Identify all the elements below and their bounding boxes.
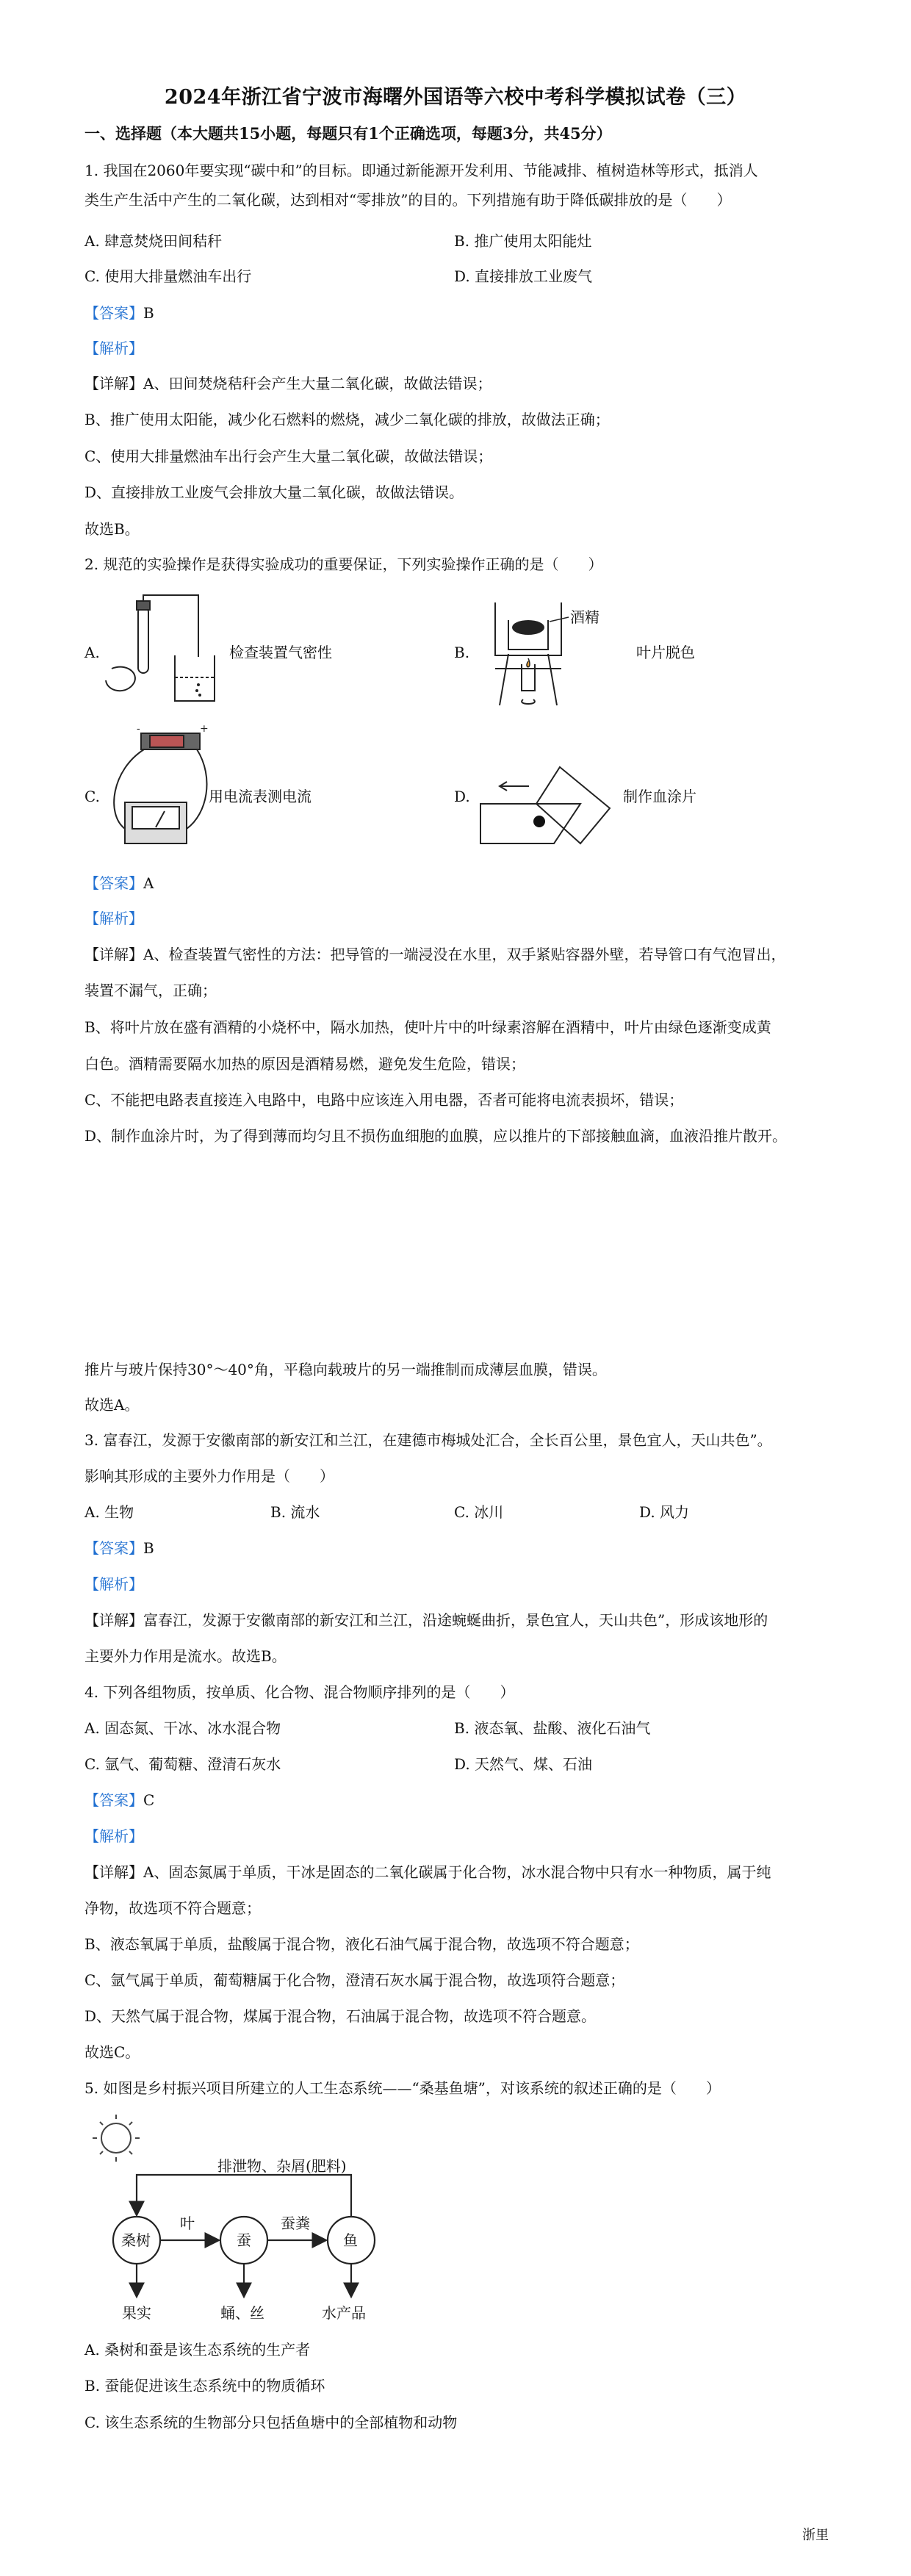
q5-edge-leaf: 叶: [180, 2215, 195, 2232]
q2-analysis-tag: 【解析】: [84, 910, 143, 927]
q2-detail-2: 装置不漏气，正确；: [84, 982, 217, 999]
q5-feedback-label: 排泄物、杂屑(肥料): [217, 2157, 347, 2175]
q2-option-a-label: 检查装置气密性: [229, 644, 332, 661]
q5-output-aquatic: 水产品: [322, 2304, 366, 2322]
q2-answer-tag: 【答案】: [84, 874, 143, 892]
q2-detail-7: 推片与玻片保持30°～40°角，平稳向载玻片的另一端推制而成薄层血膜，错误。: [84, 1361, 607, 1378]
q1-detail-4: D、直接排放工业废气会排放大量二氧化碳，故做法错误。: [84, 483, 464, 501]
q2-option-d-label: 制作血涂片: [623, 788, 696, 805]
q2-option-b-label: 叶片脱色: [636, 644, 695, 661]
q2-option-a-figure-airtightness: [104, 592, 229, 708]
q1-detail-2: B、推广使用太阳能，减少化石燃料的燃烧，减少二氧化碳的排放，故做法正确；: [84, 411, 610, 428]
q3-answer-value: B: [143, 1539, 154, 1557]
q4-option-a: A. 固态氮、干冰、冰水混合物: [84, 1719, 281, 1737]
q2-option-c-figure-ammeter: [104, 723, 215, 851]
q1-analysis-tag: 【解析】: [84, 339, 143, 357]
q2-conclusion: 故选A。: [84, 1396, 140, 1414]
q4-answer: [84, 1790, 154, 1810]
q5-node-mulberry: 桑树: [121, 2231, 151, 2249]
q1-option-c: C. 使用大排量燃油车出行: [84, 267, 252, 285]
q1-answer: [84, 303, 154, 323]
q2-detail-1: 【详解】A、检查装置气密性的方法：把导管的一端浸没在水里，双手紧贴容器外壁，若导管口有气泡冒出，: [84, 946, 786, 963]
q2-detail-3: B、将叶片放在盛有酒精的小烧杯中，隔水加热，使叶片中的叶绿素溶解在酒精中，叶片由绿色逐渐变成黄: [84, 1018, 771, 1036]
q3-answer: [84, 1538, 154, 1558]
q4-detail-5: D、天然气属于混合物，煤属于混合物，石油属于混合物，故选项不符合题意。: [84, 2007, 597, 2025]
q1-option-d: D. 直接排放工业废气: [454, 267, 593, 285]
q2-option-c-letter: C.: [84, 788, 100, 805]
q4-option-b: B. 液态氧、盐酸、液化石油气: [454, 1719, 651, 1737]
q5-node-silkworm: 蚕: [237, 2231, 251, 2249]
q2-option-a-letter: A.: [84, 644, 100, 661]
q4-detail-1: 【详解】A、固态氮属于单质，干冰是固态的二氧化碳属于化合物，冰水混合物中只有水一种物质，属于纯: [84, 1863, 771, 1881]
q1-stem-line2: 类生产生活中产生的二氧化碳，达到相对“零排放”的目的。下列措施有助于降低碳排放的是（ ）: [84, 191, 732, 209]
q1-detail-1: 【详解】A、田间焚烧秸秆会产生大量二氧化碳，故做法错误；: [84, 375, 492, 392]
q5-node-fish: 鱼: [343, 2231, 358, 2249]
q4-option-c: C. 氩气、葡萄糖、澄清石灰水: [84, 1755, 281, 1773]
svg-text:+: +: [200, 723, 209, 735]
q5-edge-dung: 蚕粪: [281, 2215, 310, 2232]
q5-option-c: C. 该生态系统的生物部分只包括鱼塘中的全部植物和动物: [84, 2414, 458, 2431]
section-heading: 一、选择题（本大题共15小题，每题只有1个正确选项，每题3分，共45分）: [84, 124, 612, 143]
q4-answer-tag: 【答案】: [84, 1791, 143, 1809]
q1-answer-value: B: [143, 304, 154, 322]
q2-option-b-letter: B.: [454, 644, 470, 661]
q1-option-a: A. 肆意焚烧田间秸秆: [84, 232, 223, 250]
q1-option-b: B. 推广使用太阳能灶: [454, 232, 592, 250]
q2-answer: [84, 873, 154, 893]
q4-conclusion: 故选C。: [84, 2043, 140, 2061]
q3-stem-line2: 影响其形成的主要外力作用是（ ）: [84, 1467, 334, 1485]
q2-option-d-letter: D.: [454, 788, 470, 805]
q4-answer-value: C: [143, 1791, 155, 1809]
q3-detail-1: 【详解】富春江，发源于安徽南部的新安江和兰江，沿途蜿蜒曲折，景色宜人，天山共色”，形成该地形的: [84, 1611, 768, 1629]
q2-detail-4: 白色。酒精需要隔水加热的原因是酒精易燃，避免发生危险，错误；: [84, 1055, 525, 1073]
q2-option-d-figure-blood-smear: [478, 764, 617, 845]
q3-option-a: A. 生物: [84, 1503, 134, 1521]
q3-detail-2: 主要外力作用是流水。故选B。: [84, 1647, 287, 1665]
q4-option-d: D. 天然气、煤、石油: [454, 1755, 593, 1773]
q2-stem: 2. 规范的实验操作是获得实验成功的重要保证，下列实验操作正确的是（ ）: [84, 555, 603, 573]
q4-stem: 4. 下列各组物质，按单质、化合物、混合物顺序排列的是（ ）: [84, 1683, 515, 1701]
q3-option-b: B. 流水: [270, 1503, 320, 1521]
q1-stem-line1: 1. 我国在2060年要实现“碳中和”的目标。即通过新能源开发利用、节能减排、植树造林等形式，抵消人: [84, 162, 758, 179]
q3-option-d: D. 风力: [639, 1503, 690, 1521]
q1-conclusion: 故选B。: [84, 520, 140, 538]
svg-text:-: -: [137, 723, 140, 735]
q4-detail-4: C、氩气属于单质，葡萄糖属于化合物，澄清石灰水属于混合物，故选项符合题意；: [84, 1971, 625, 1989]
q1-answer-tag: 【答案】: [84, 304, 143, 322]
q2-option-c-label: 用电流表测电流: [209, 788, 312, 805]
q5-stem: 5. 如图是乡村振兴项目所建立的人工生态系统——“桑基鱼塘”，对该系统的叙述正确的是（ ）: [84, 2079, 721, 2097]
q5-output-cocoon: 蛹、丝: [220, 2304, 264, 2322]
sun-icon: [93, 2115, 140, 2162]
q3-answer-tag: 【答案】: [84, 1539, 143, 1557]
q4-detail-2: 净物，故选项不符合题意；: [84, 1899, 261, 1917]
q3-stem-line1: 3. 富春江，发源于安徽南部的新安江和兰江，在建德市梅城处汇合，全长百公里，景色宜人，天山共色”。: [84, 1431, 772, 1449]
q5-output-fruit: 果实: [122, 2304, 151, 2322]
page-title: 2024年浙江省宁波市海曙外国语等六校中考科学模拟试卷（三）: [164, 86, 747, 109]
q2-detail-5: C、不能把电路表直接连入电路中，电路中应该连入用电器，否者可能将电流表损坏，错误；: [84, 1091, 684, 1109]
q1-detail-3: C、使用大排量燃油车出行会产生大量二氧化碳，故做法错误；: [84, 447, 493, 465]
q4-analysis-tag: 【解析】: [84, 1827, 143, 1845]
page-footer: 浙里: [802, 2528, 829, 2543]
q3-option-c: C. 冰川: [454, 1503, 504, 1521]
q2-option-b-alcohol-label: 酒精: [570, 608, 599, 626]
q4-detail-3: B、液态氧属于单质，盐酸属于混合物，液化石油气属于混合物，故选项不符合题意；: [84, 1935, 639, 1953]
q5-option-a: A. 桑树和蚕是该生态系统的生产者: [84, 2341, 311, 2359]
q3-analysis-tag: 【解析】: [84, 1575, 143, 1593]
q2-answer-value: A: [143, 874, 154, 892]
q2-detail-6: D、制作血涂片时，为了得到薄而均匀且不损伤血细胞的血膜，应以推片的下部接触血滴，血液沿推片散开。: [84, 1127, 788, 1145]
q5-option-b: B. 蚕能促进该生态系统中的物质循环: [84, 2377, 325, 2395]
